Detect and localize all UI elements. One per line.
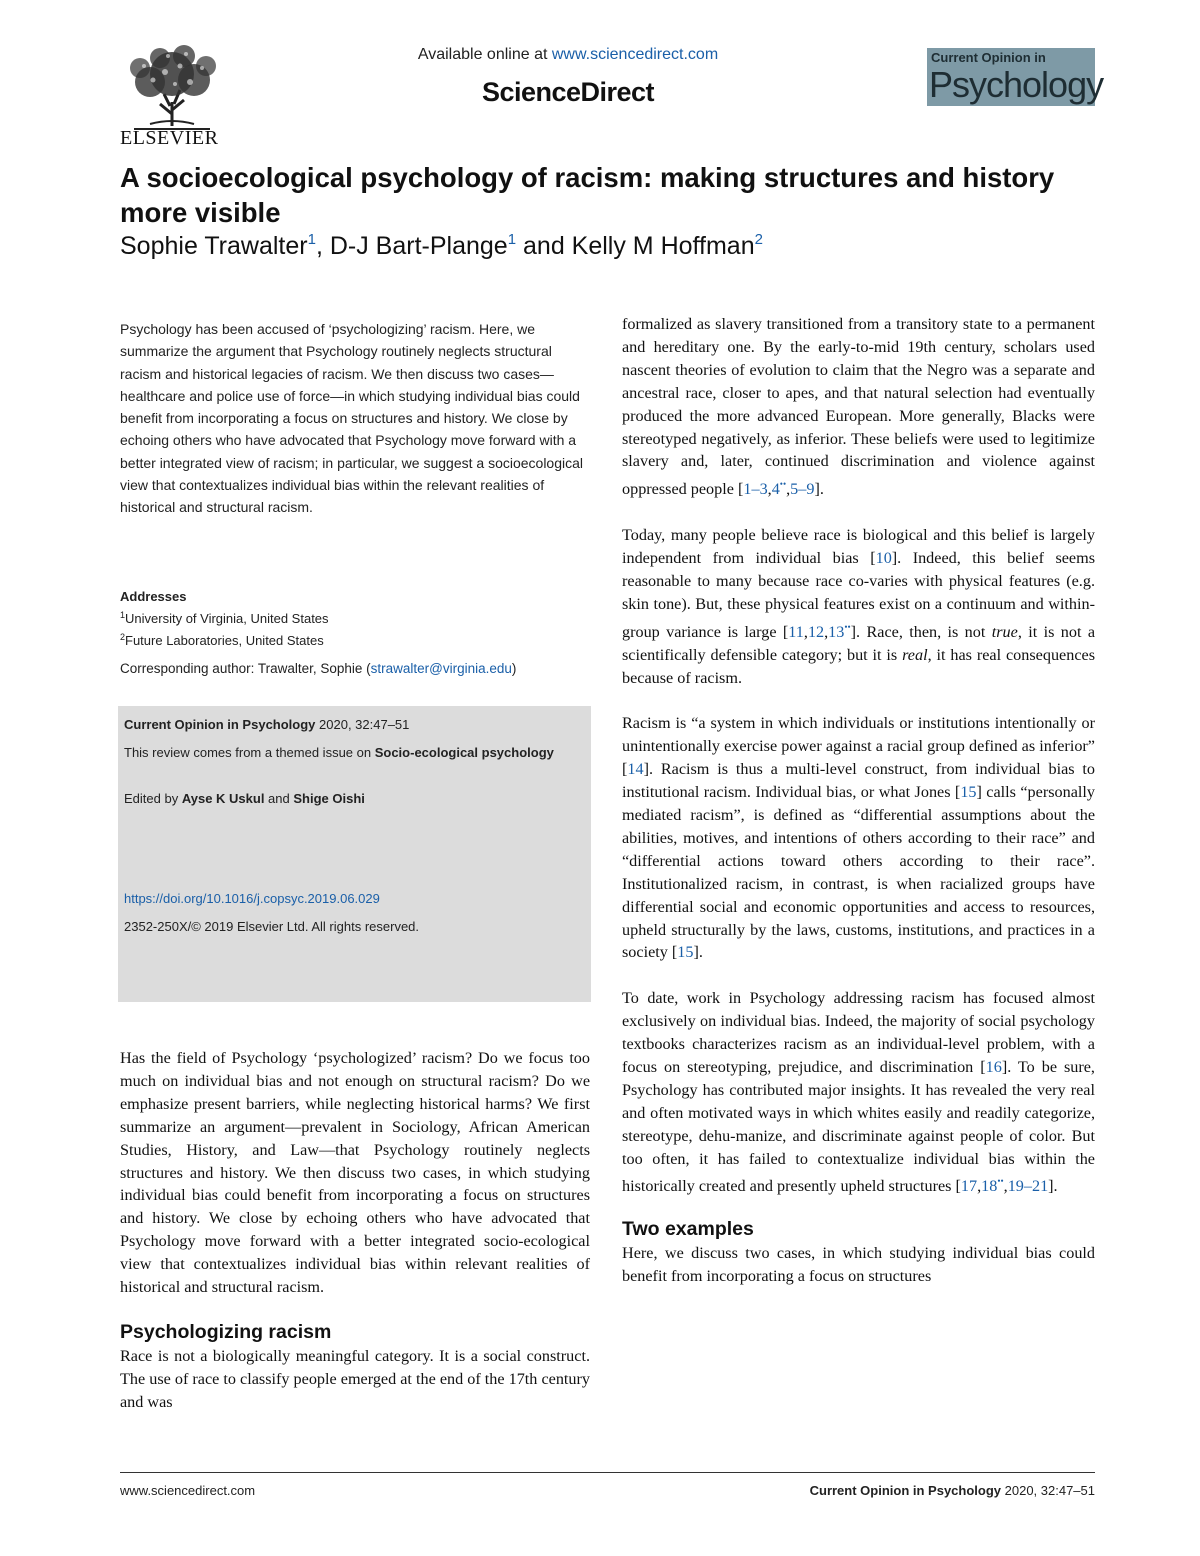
author-name: Kelly M Hoffman [571, 232, 755, 260]
body-paragraph [622, 987, 1095, 1198]
journal-badge-top: Current Opinion in [931, 50, 1046, 65]
address-text: Future Laboratories, United States [125, 633, 324, 648]
journal-citation [124, 716, 579, 734]
copyright: 2352-250X/© 2019 Elsevier Ltd. All rights reserved. [124, 919, 420, 934]
body-paragraph: Here, we discuss two cases, in which studying individual bias could benefit from incorporating a focus on structures [622, 1244, 1095, 1286]
citation-link[interactable]: 4 [771, 480, 780, 499]
footer-citation-text: 2020, 32:47–51 [1001, 1483, 1095, 1498]
paragraph-text: , it is not a scientifically defensible category; but it is [622, 622, 1096, 664]
paragraph-text: , [824, 622, 829, 641]
section-heading: Psychologizing racism [120, 1320, 332, 1343]
address-text: University of Virginia, United States [125, 611, 329, 626]
body-paragraph [622, 712, 1095, 964]
addresses-heading: Addresses [120, 589, 187, 604]
author-separator: and [516, 232, 572, 260]
editor-name: Ayse K Uskul [181, 791, 265, 806]
citation-link[interactable]: 16 [985, 1057, 1002, 1076]
paragraph-text: ]. Racism is thus a multi-level construct, from individual bias to institutional racism. Individual bias, or what Jones [ [622, 760, 1095, 802]
editor-name: Shige Oishi [293, 791, 365, 806]
paragraph-text: , [767, 480, 772, 499]
footer-site[interactable]: www.sciencedirect.com [120, 1483, 256, 1498]
journal-badge-main: Psychology [929, 64, 1104, 105]
elsevier-wordmark: ELSEVIER [120, 127, 219, 149]
body-paragraph: Race is not a biologically meaningful category. It is a social construct. The use of race to classify people emerged at the end of the 17th century and was [120, 1346, 590, 1411]
citation-link[interactable]: 5–9 [790, 480, 815, 499]
sciencedirect-link[interactable]: www.sciencedirect.com [551, 46, 719, 63]
emphasis-text: true [991, 622, 1018, 641]
paragraph-text: ]. [1048, 1177, 1058, 1196]
paragraph-text: formalized as slavery transitioned from a transitory state to a permanent and hereditary one. By the early-to-mid 19th century, scholars used nascent theories of evolution to claim that the Negro was a separate and ancestral race, closer to apes, and that natural selection had eventually produced the more advanced European. More generally, Blacks were stereotyped negatively, as inferior. These beliefs were used to legitimize slavery and, later, continued discrimination and violence against oppressed people [ [622, 315, 1095, 499]
paragraph-text: To date, work in Psychology addressing racism has focused almost exclusively on individual bias. Indeed, the majority of social psychology textbooks characterizes racism as an individual-level problem, with a focus on stereotyping, prejudice, and discrimination [ [622, 989, 1095, 1076]
citation-link[interactable]: 18 [981, 1177, 998, 1196]
intro-paragraph: Has the field of Psychology ‘psychologized’ racism? Do we focus too much on individual bias and not enough on structural racism? Do we emphasize present barriers, while neglecting historical harms? We first summarize an argument—prevalent in Sociology, African American Studies, History, and Law—that Psychology routinely neglects structures and history. We then discuss two cases, in which studying individual bias could benefit from incorporating a focus on structures and history. We close by echoing others who have advocated that Psychology move forward with a better integrated socio-ecological view that contextualizes individual bias within relevant realities of historical and structural racism. [120, 1049, 590, 1297]
abstract: Psychology has been accused of ‘psychologizing’ racism. Here, we summarize the argument that Psychology routinely neglects structural racism and historical legacies of racism. We then discuss two cases—healthcare and police use of force—in which studying individual bias could benefit from incorporating a focus on structures and history. We close by echoing others who have advocated that Psychology move forward with a better integrated view of racism; in particular, we suggest a socioecological view that contextualizes individual bias within the relevant realities of historical and structural racism. [120, 321, 584, 516]
section-heading: Two examples [622, 1218, 754, 1241]
address-number: 2 [120, 632, 126, 642]
citation-link[interactable]: 14 [627, 760, 644, 779]
footer-journal: Current Opinion in Psychology [809, 1483, 1002, 1498]
citation-link[interactable]: 19–21 [1007, 1177, 1049, 1196]
paragraph-text: ]. [693, 943, 703, 962]
addresses [120, 588, 590, 650]
doi-link[interactable]: https://doi.org/10.1016/j.copsyc.2019.06.029 [124, 891, 380, 906]
affiliation-marker[interactable]: 1 [307, 231, 316, 248]
paragraph-text: , it has real consequences because of racism. [622, 645, 1095, 687]
address-number: 1 [120, 610, 126, 620]
citation-link[interactable]: 15 [960, 783, 977, 802]
citation-link[interactable]: 10 [875, 549, 892, 568]
citation-text: 2020, 32:47–51 [315, 717, 410, 732]
journal-name: Current Opinion in Psychology [124, 717, 316, 732]
citation-link[interactable]: 11 [788, 622, 804, 641]
paragraph-text: , [1003, 1177, 1008, 1196]
affiliation-marker[interactable]: 1 [507, 231, 517, 248]
sciencedirect-brand: ScienceDirect [481, 77, 655, 107]
paragraph-text: ]. Race, then, is not [850, 622, 992, 641]
author-name: D-J Bart-Plange [329, 232, 508, 260]
themed-issue [124, 744, 579, 762]
right-column-body [622, 313, 1095, 1311]
emphasis-text: real [902, 645, 928, 664]
author-name: Sophie Trawalter [120, 232, 308, 260]
edited-prefix: Edited by [124, 791, 182, 806]
affiliation-marker[interactable]: 2 [754, 231, 763, 248]
citation-link[interactable]: 12 [807, 622, 825, 641]
paragraph-text: , [786, 480, 791, 499]
corresponding-prefix: Corresponding author: Trawalter, Sophie ( [120, 661, 371, 676]
author-separator: , [315, 232, 330, 260]
theme-name: Socio-ecological psychology [374, 745, 554, 760]
editor-separator: and [264, 791, 294, 806]
article-info-box [118, 706, 591, 1002]
corresponding-author [120, 661, 590, 676]
theme-prefix: This review comes from a themed issue on [124, 745, 375, 760]
key-reference-marker: •• [844, 621, 851, 632]
paragraph-text: Racism is “a system in which individuals or institutions intentionally or unintentionally exercise power against a racial group defined as inferior” [ [622, 714, 1095, 779]
paragraph-text: , [977, 1177, 982, 1196]
edited-by [124, 790, 579, 808]
paragraph-text: , [803, 622, 808, 641]
footer-citation [810, 1483, 1095, 1498]
email-link[interactable]: strawalter@virginia.edu [370, 661, 512, 676]
key-reference-marker: •• [997, 1176, 1004, 1187]
body-paragraph [622, 524, 1095, 689]
author-list [120, 231, 763, 261]
citation-link[interactable]: 1–3 [743, 480, 768, 499]
paragraph-text: ]. Indeed, this belief seems reasonable to many because race co-varies with physical features (e.g. skin tone). But, these physical features exist on a continuum and within-group variance is large [ [622, 549, 1096, 641]
journal-badge [927, 48, 1104, 106]
available-prefix: Available online at [417, 46, 552, 63]
left-column-body [120, 1047, 590, 1437]
paragraph-text: ]. To be sure, Psychology has contributed major insights. It has revealed the very real and often motivated ways in which whites easily and readily categorize, stereotype, dehu-manize, and discriminate against people of color. But too often, it has failed to contextualize individual bias within the historically created and presently upheld structures [ [622, 1057, 1095, 1196]
address-item [120, 606, 590, 628]
address-item [120, 628, 590, 650]
article-title: A socioecological psychology of racism: making structures and history more visible [120, 162, 1055, 228]
body-paragraph [622, 313, 1095, 501]
paragraph-text: ]. [814, 480, 824, 499]
citation-link[interactable]: 13 [828, 622, 845, 641]
paragraph-text: Today, many people believe race is biological and this belief is largely independent from individual bias [ [622, 526, 1095, 568]
paragraph-text: ] calls “personally mediated racism”, is defined as “differential assumptions about the abilities, motives, and intentions of others according to their race” and “differential actions toward others according to their race”. Institutionalized racism, in contrast, is when racialized groups have differential social and economic opportunities and access to resources, upheld structurally by the laws, customs, institutions, and practices in a society [ [622, 783, 1095, 962]
corresponding-suffix: ) [511, 661, 517, 676]
citation-link[interactable]: 15 [677, 943, 694, 962]
citation-link[interactable]: 17 [960, 1177, 978, 1196]
key-reference-marker: •• [779, 479, 787, 490]
footer-divider [120, 1472, 1095, 1473]
